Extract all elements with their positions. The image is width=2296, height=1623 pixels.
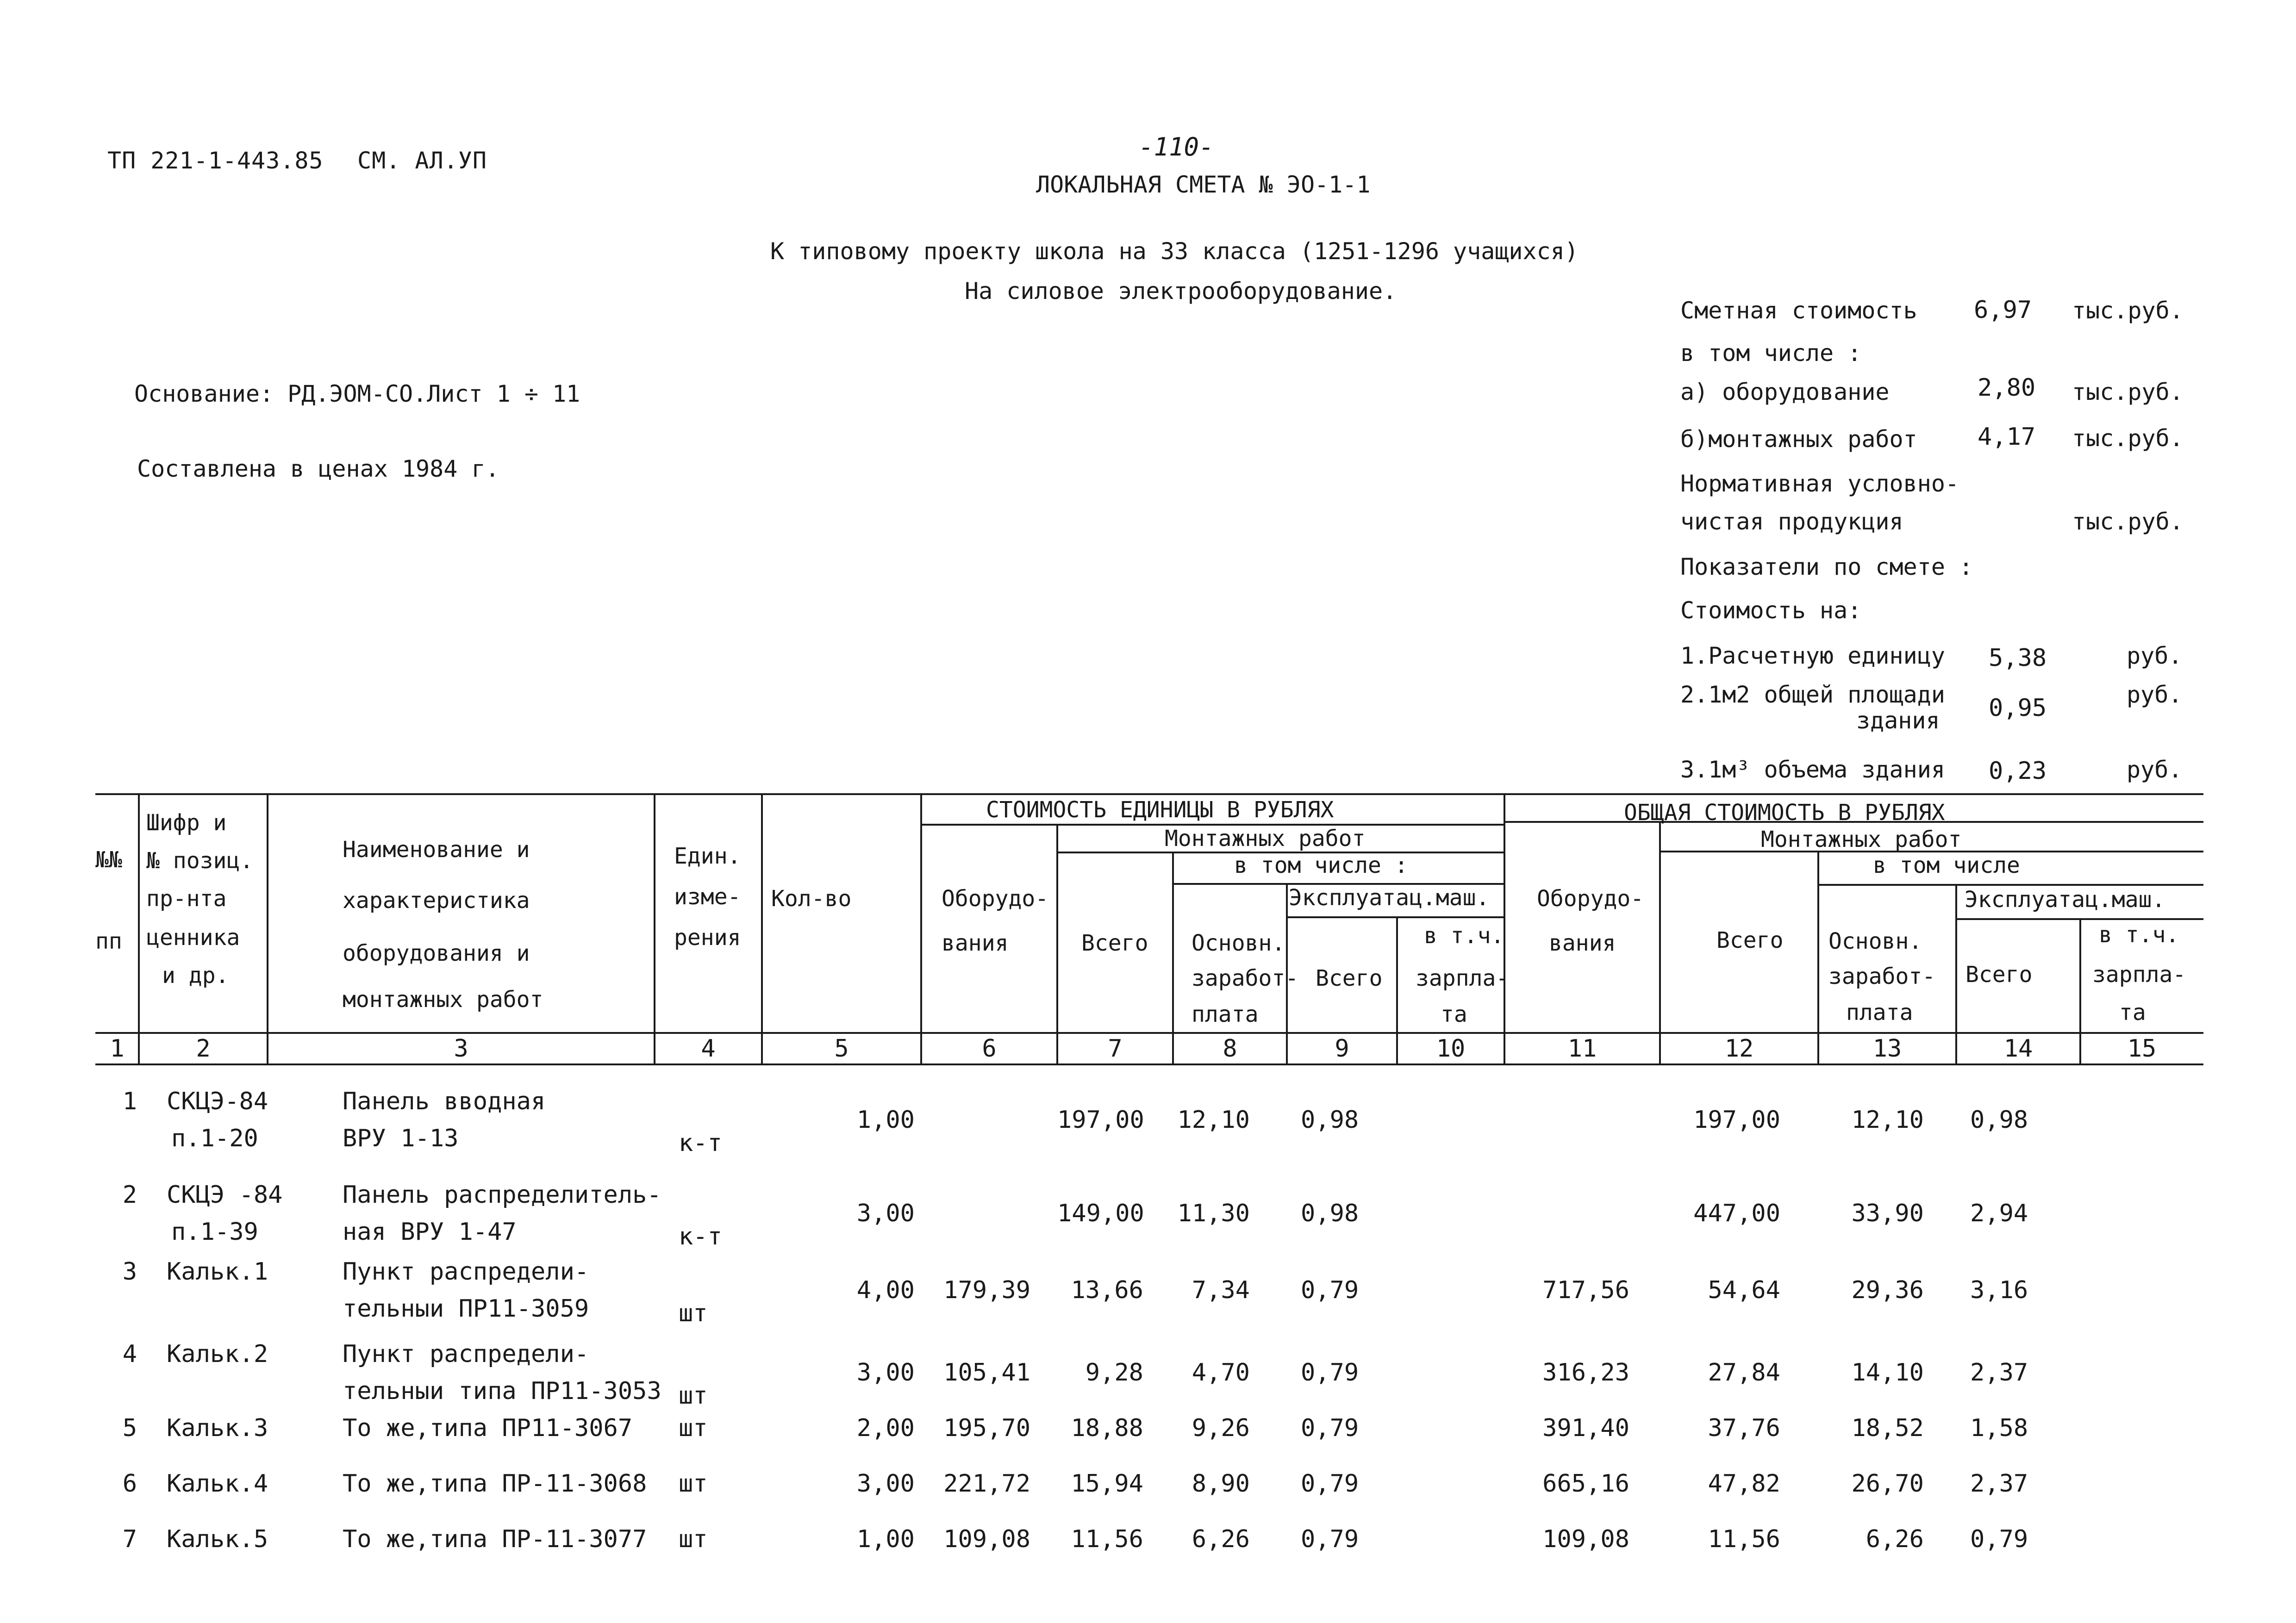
row-total-wage: 33,90 <box>1851 1200 1924 1227</box>
row-unit-wage: 4,70 <box>1192 1359 1250 1387</box>
unit-machines-wage-header-3: та <box>1441 1001 1467 1027</box>
row-unit-wage: 9,26 <box>1192 1414 1250 1442</box>
row-unit: шт <box>679 1382 708 1410</box>
price-year-line: Составлена в ценах 1984 г. <box>137 455 499 482</box>
col-code-header-2: № позиц. <box>146 848 254 874</box>
row-total-equipment: 717,56 <box>1542 1276 1629 1304</box>
col-code-header-1: Шифр и <box>146 810 227 836</box>
row-unit-machines: 0,79 <box>1301 1414 1359 1442</box>
col-no: 2 <box>196 1035 211 1063</box>
row-unit-machines: 0,79 <box>1301 1470 1359 1498</box>
row-qty: 1,00 <box>856 1525 915 1553</box>
col-no: 12 <box>1724 1035 1754 1063</box>
installation-value: 4,17 <box>1978 423 2036 451</box>
unit-machines-wage-header-2: зарпла- <box>1416 965 1510 991</box>
col-no: 1 <box>110 1035 125 1063</box>
row-unit: шт <box>679 1525 708 1553</box>
total-machines-all-header: Всего <box>1965 962 2033 988</box>
installation-unit: тыс.руб. <box>2072 425 2184 452</box>
col-name-header-3: оборудования и <box>343 940 530 966</box>
row-number: 5 <box>122 1414 137 1442</box>
document-title: ЛОКАЛЬНАЯ СМЕТА № ЭО-1-1 <box>1036 171 1371 198</box>
row-code: Кальк.3 <box>167 1414 268 1442</box>
unit-machines-wage-header-1: в т.ч. <box>1424 923 1504 949</box>
album-reference: СМ. АЛ.УП <box>357 147 487 174</box>
row-unit-equipment: 105,41 <box>943 1359 1030 1387</box>
including-label: в том числе : <box>1680 340 1862 367</box>
row-name: Панель вводная <box>343 1088 546 1115</box>
document-scope: На силовое электрооборудование. <box>965 278 1397 305</box>
total-machines-wage-header-1: в т.ч. <box>2099 922 2179 948</box>
col-unit-header-3: рения <box>674 925 741 951</box>
row-total-wage: 18,52 <box>1851 1414 1924 1442</box>
row-unit-total: 13,66 <box>1071 1276 1143 1304</box>
total-cost-group-header: ОБЩАЯ СТОИМОСТЬ В РУБЛЯХ <box>1624 800 1945 826</box>
col-no: 8 <box>1223 1035 1237 1063</box>
row-unit-equipment: 109,08 <box>943 1525 1030 1553</box>
equipment-value: 2,80 <box>1978 374 2036 402</box>
indicator-volume-label: 3.1м³ объема здания <box>1680 756 1945 783</box>
row-name: То же,типа ПР-11-3068 <box>343 1470 647 1498</box>
row-qty: 3,00 <box>856 1470 915 1498</box>
col-no: 7 <box>1108 1035 1123 1063</box>
col-unit-header-2: изме- <box>674 884 741 910</box>
col-no: 4 <box>701 1035 716 1063</box>
row-total-all: 54,64 <box>1708 1276 1780 1304</box>
row-qty: 3,00 <box>856 1200 915 1227</box>
col-code-header-3: пр-нта <box>146 886 227 912</box>
row-total-machines: 2,37 <box>1970 1359 2028 1387</box>
equipment-unit: тыс.руб. <box>2072 379 2184 405</box>
unit-wage-header-3: плата <box>1192 1001 1259 1027</box>
unit-machines-all-header: Всего <box>1316 965 1383 991</box>
row-code-line-2: п.1-20 <box>171 1125 258 1152</box>
row-total-all: 47,82 <box>1708 1470 1780 1498</box>
total-wage-header-1: Основн. <box>1828 928 1922 954</box>
row-name-line-2: тельныи ПР11-3059 <box>343 1295 589 1323</box>
row-total-machines: 2,94 <box>1970 1200 2028 1227</box>
row-name: То же,типа ПР-11-3077 <box>343 1525 647 1553</box>
unit-incl-header: в том числе : <box>1234 852 1408 878</box>
total-machines-wage-header-3: та <box>2119 1000 2146 1026</box>
row-code: СКЦЭ -84 <box>167 1181 283 1209</box>
row-code-line-2: п.1-39 <box>171 1218 258 1246</box>
row-name: Пункт распредели- <box>343 1340 589 1368</box>
row-unit: шт <box>679 1300 708 1327</box>
project-code: ТП 221-1-443.85 <box>107 147 324 174</box>
row-unit-wage: 12,10 <box>1177 1106 1250 1134</box>
row-unit-total: 18,88 <box>1071 1414 1143 1442</box>
col-no: 9 <box>1335 1035 1349 1063</box>
indicator-unit-label: 1.Расчетную единицу <box>1680 642 1945 669</box>
col-no: 10 <box>1436 1035 1466 1063</box>
document-subtitle: К типовому проекту школа на 33 класса (1251-1296 учащихся) <box>770 238 1578 265</box>
row-total-all: 447,00 <box>1693 1200 1780 1227</box>
total-install-header: Монтажных работ <box>1761 827 1962 852</box>
row-number: 1 <box>122 1088 137 1115</box>
col-code-header-4: ценника <box>146 925 240 951</box>
row-code: Кальк.2 <box>167 1340 268 1368</box>
total-value: 6,97 <box>1974 296 2032 324</box>
total-wage-header-2: заработ- <box>1828 964 1936 989</box>
col-no: 3 <box>454 1035 468 1063</box>
col-no: 11 <box>1567 1035 1597 1063</box>
col-unit-header-1: Един. <box>674 843 741 869</box>
row-unit-wage: 11,30 <box>1177 1200 1250 1227</box>
col-no: 5 <box>834 1035 849 1063</box>
normative-label: Нормативная условно- <box>1680 470 1959 497</box>
cost-on-label: Стоимость на: <box>1680 597 1862 624</box>
indicator-area-unit: руб. <box>2127 681 2183 708</box>
row-unit-total: 11,56 <box>1071 1525 1143 1553</box>
row-unit-wage: 6,26 <box>1192 1525 1250 1553</box>
equipment-label: а) оборудование <box>1680 379 1890 405</box>
total-equipment-header-2: вания <box>1549 930 1616 956</box>
col-no: 6 <box>982 1035 997 1063</box>
row-unit: шт <box>679 1414 708 1442</box>
row-total-all: 37,76 <box>1708 1414 1780 1442</box>
unit-wage-header-2: заработ- <box>1192 965 1299 991</box>
col-name-header-1: Наименование и <box>343 837 530 863</box>
col-qty-header: Кол-во <box>771 886 852 912</box>
col-name-header-2: характеристика <box>343 888 530 914</box>
unit-wage-header-1: Основн. <box>1192 930 1285 956</box>
row-total-all: 197,00 <box>1693 1106 1780 1134</box>
indicator-area-label-2: здания <box>1856 707 1940 734</box>
total-machines-wage-header-2: зарпла- <box>2092 962 2186 988</box>
col-name-header-4: монтажных работ <box>343 987 543 1013</box>
indicator-volume-value: 0,23 <box>1989 757 2047 785</box>
row-total-equipment: 316,23 <box>1542 1359 1629 1387</box>
normative-unit: тыс.руб. <box>2072 508 2184 535</box>
row-unit-machines: 0,98 <box>1301 1200 1359 1227</box>
row-unit-machines: 0,98 <box>1301 1106 1359 1134</box>
row-unit: к-т <box>679 1223 722 1250</box>
row-qty: 2,00 <box>856 1414 915 1442</box>
row-unit-total: 149,00 <box>1057 1200 1144 1227</box>
row-name: Пункт распредели- <box>343 1258 589 1286</box>
row-total-machines: 0,79 <box>1970 1525 2028 1553</box>
row-name: Панель распределитель- <box>343 1181 661 1209</box>
indicator-volume-unit: руб. <box>2127 756 2183 783</box>
row-unit-wage: 7,34 <box>1192 1276 1250 1304</box>
normative-label-2: чистая продукция <box>1680 508 1903 535</box>
row-unit-machines: 0,79 <box>1301 1525 1359 1553</box>
col-no: 13 <box>1872 1035 1902 1063</box>
row-code: Кальк.1 <box>167 1258 268 1286</box>
row-name: То же,типа ПР11-3067 <box>343 1414 633 1442</box>
unit-all-header: Всего <box>1081 930 1148 956</box>
indicator-unit-value: 5,38 <box>1989 644 2047 672</box>
row-unit-machines: 0,79 <box>1301 1276 1359 1304</box>
total-all-header: Всего <box>1716 927 1784 953</box>
row-total-wage: 29,36 <box>1851 1276 1924 1304</box>
unit-equipment-header-2: вания <box>942 930 1009 956</box>
row-unit: к-т <box>679 1129 722 1157</box>
col-no: 15 <box>2127 1035 2157 1063</box>
row-unit-total: 197,00 <box>1057 1106 1144 1134</box>
row-unit-total: 9,28 <box>1085 1359 1143 1387</box>
row-number: 7 <box>122 1525 137 1553</box>
basis-line: Основание: РД.ЭОМ-СО.Лист 1 ÷ 11 <box>134 380 580 407</box>
unit-equipment-header-1: Оборудо- <box>942 886 1049 912</box>
unit-install-header: Монтажных работ <box>1165 826 1366 852</box>
row-number: 4 <box>122 1340 137 1368</box>
total-wage-header-3: плата <box>1846 1000 1913 1026</box>
unit-cost-group-header: СТОИМОСТЬ ЕДИНИЦЫ В РУБЛЯХ <box>986 797 1334 823</box>
row-total-wage: 14,10 <box>1851 1359 1924 1387</box>
row-name-line-2: тельныи типа ПР11-3053 <box>343 1377 661 1405</box>
row-qty: 3,00 <box>856 1359 915 1387</box>
indicator-area-label: 2.1м2 общей площади <box>1680 681 1945 708</box>
row-number: 6 <box>122 1470 137 1498</box>
total-machines-header: Эксплуатац.маш. <box>1965 887 2165 913</box>
row-total-wage: 6,26 <box>1866 1525 1924 1553</box>
row-unit: шт <box>679 1470 708 1498</box>
row-qty: 1,00 <box>856 1106 915 1134</box>
page-number: -110- <box>1139 132 1214 162</box>
row-total-equipment: 391,40 <box>1542 1414 1629 1442</box>
row-name-line-2: ная ВРУ 1-47 <box>343 1218 517 1246</box>
row-total-wage: 26,70 <box>1851 1470 1924 1498</box>
row-unit-total: 15,94 <box>1071 1470 1143 1498</box>
indicator-unit-unit: руб. <box>2127 642 2183 669</box>
indicators-label: Показатели по смете : <box>1680 553 1973 580</box>
col-code-header-5: и др. <box>162 963 229 989</box>
total-unit: тыс.руб. <box>2072 297 2184 324</box>
installation-label: б)монтажных работ <box>1680 426 1917 453</box>
total-equipment-header-1: Оборудо- <box>1537 886 1644 912</box>
row-total-all: 11,56 <box>1708 1525 1780 1553</box>
col-number-header: №№ <box>95 847 122 873</box>
row-number: 3 <box>122 1258 137 1286</box>
row-unit-machines: 0,79 <box>1301 1359 1359 1387</box>
row-unit-wage: 8,90 <box>1192 1470 1250 1498</box>
col-number-header-2: пп <box>95 928 122 954</box>
row-qty: 4,00 <box>856 1276 915 1304</box>
row-code: Кальк.4 <box>167 1470 268 1498</box>
row-total-machines: 0,98 <box>1970 1106 2028 1134</box>
row-total-equipment: 665,16 <box>1542 1470 1629 1498</box>
row-name-line-2: ВРУ 1-13 <box>343 1125 459 1152</box>
row-total-machines: 2,37 <box>1970 1470 2028 1498</box>
row-total-wage: 12,10 <box>1851 1106 1924 1134</box>
total-incl-header: в том числе <box>1873 852 2020 878</box>
row-unit-equipment: 221,72 <box>943 1470 1030 1498</box>
row-total-machines: 3,16 <box>1970 1276 2028 1304</box>
indicator-area-value: 0,95 <box>1989 694 2047 722</box>
row-total-all: 27,84 <box>1708 1359 1780 1387</box>
row-unit-equipment: 195,70 <box>943 1414 1030 1442</box>
unit-machines-header: Эксплуатац.маш. <box>1289 885 1490 911</box>
row-total-equipment: 109,08 <box>1542 1525 1629 1553</box>
row-unit-equipment: 179,39 <box>943 1276 1030 1304</box>
total-label: Сметная стоимость <box>1680 297 1917 324</box>
row-total-machines: 1,58 <box>1970 1414 2028 1442</box>
row-number: 2 <box>122 1181 137 1209</box>
row-code: Кальк.5 <box>167 1525 268 1553</box>
col-no: 14 <box>2003 1035 2033 1063</box>
row-code: СКЦЭ-84 <box>167 1088 268 1115</box>
